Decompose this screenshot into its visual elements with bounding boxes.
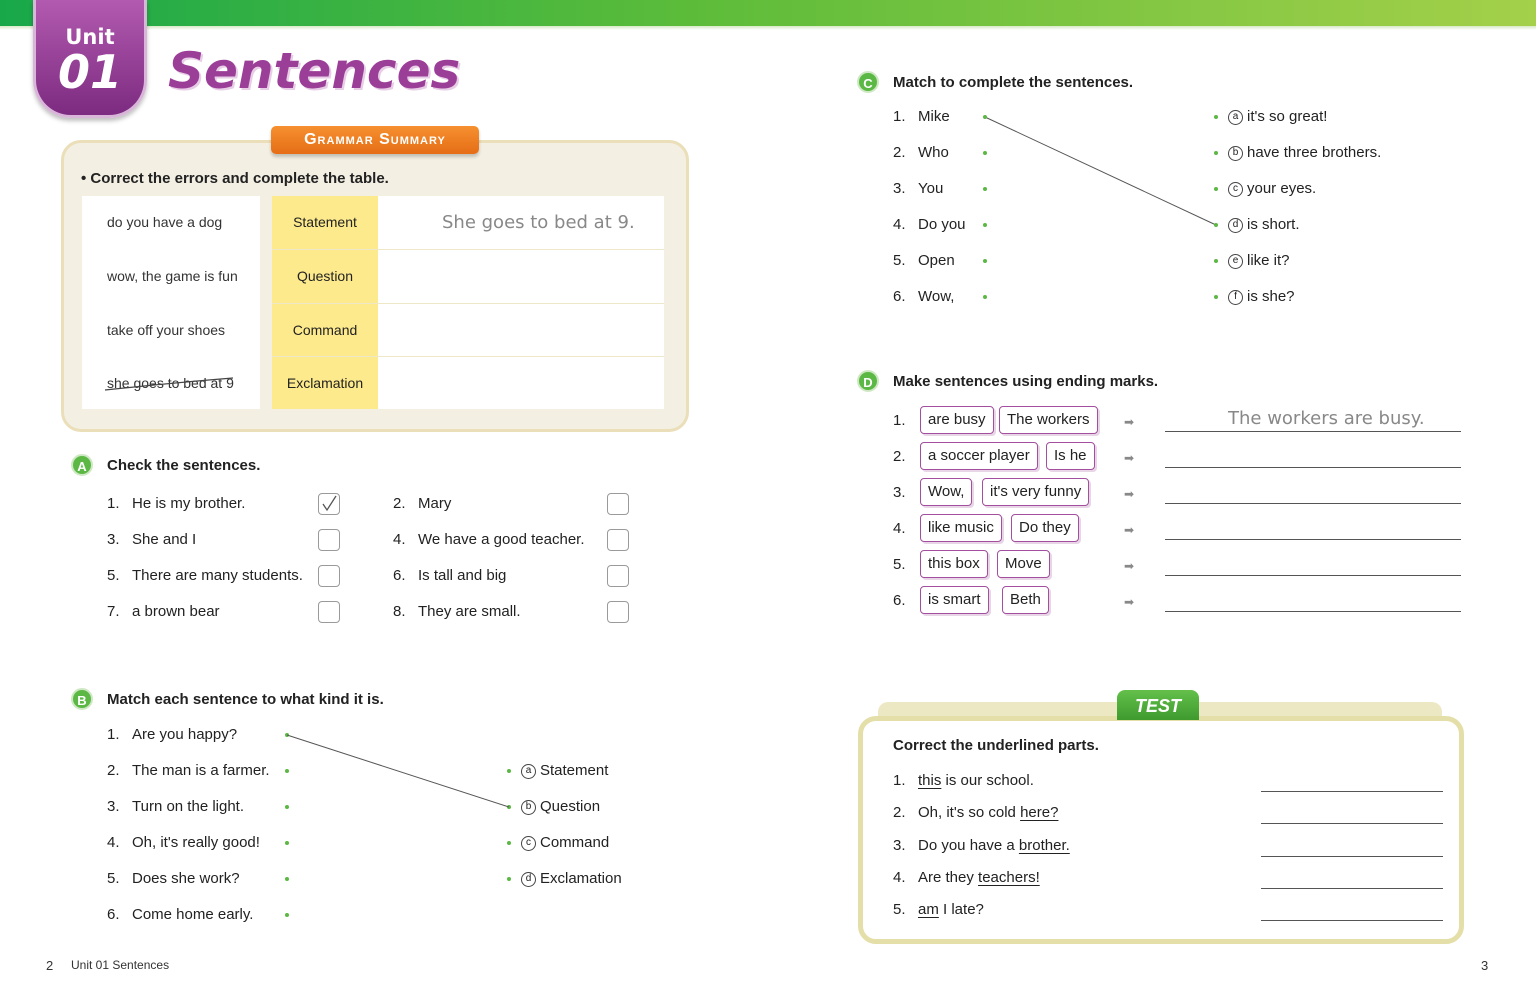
match-dot[interactable] — [983, 151, 987, 155]
list-item: 6. Come home early. — [107, 906, 254, 923]
test-label: TEST — [1117, 690, 1199, 720]
list-item: 4. Are they teachers! — [893, 869, 1040, 886]
arrow-right-icon: ➡ — [1124, 415, 1135, 429]
list-item: 6. — [893, 592, 906, 609]
word-card[interactable]: like music — [920, 514, 1002, 542]
list-item: 4. Oh, it's really good! — [107, 834, 260, 851]
list-item: 7. a brown bear — [107, 603, 220, 620]
match-dot[interactable] — [1214, 259, 1218, 263]
page-number-left: 2 — [46, 958, 54, 973]
arrow-right-icon: ➡ — [1124, 595, 1135, 609]
list-item: 2. — [893, 448, 906, 465]
table-sentence-1: do you have a dog — [107, 214, 223, 230]
arrow-right-icon: ➡ — [1124, 487, 1135, 501]
section-d-title: Make sentences using ending marks. — [893, 373, 1159, 390]
list-item: 1. He is my brother. — [107, 495, 246, 512]
list-item: 8. They are small. — [393, 603, 521, 620]
section-c-title: Match to complete the sentences. — [893, 74, 1134, 91]
match-dot[interactable] — [1214, 223, 1218, 227]
list-item: e like it? — [1228, 252, 1290, 269]
word-card[interactable]: it's very funny — [982, 478, 1089, 506]
list-item: 3. You — [893, 180, 944, 197]
word-card[interactable]: Wow, — [920, 478, 972, 506]
match-dot[interactable] — [983, 295, 987, 299]
arrow-right-icon: ➡ — [1124, 559, 1135, 573]
arrow-right-icon: ➡ — [1124, 523, 1135, 537]
word-card[interactable]: are busy — [920, 406, 994, 434]
answer-line[interactable] — [1261, 823, 1443, 824]
section-a-badge: A — [71, 454, 93, 476]
list-item: d Exclamation — [521, 870, 622, 887]
table-answer-1[interactable]: She goes to bed at 9. — [442, 212, 635, 233]
answer-line[interactable] — [1261, 888, 1443, 889]
word-card[interactable]: The workers — [999, 406, 1098, 434]
word-card[interactable]: this box — [920, 550, 988, 578]
grammar-summary-label: Grammar Summary — [271, 126, 479, 154]
answer-line[interactable] — [1165, 539, 1461, 540]
list-item: b have three brothers. — [1228, 144, 1381, 161]
page-title: Sentences — [168, 42, 461, 100]
section-d-badge: D — [857, 370, 879, 392]
match-dot[interactable] — [983, 223, 987, 227]
unit-number: 01 — [57, 45, 122, 99]
list-item: 2. Who — [893, 144, 949, 161]
list-item: 3. She and I — [107, 531, 197, 548]
list-item: 2. Mary — [393, 495, 452, 512]
list-item: 5. — [893, 556, 906, 573]
list-item: 5. Open — [893, 252, 955, 269]
page-number-right: 3 — [1481, 958, 1489, 973]
footer-unit-text: Unit 01 Sentences — [71, 958, 170, 972]
match-dot[interactable] — [983, 187, 987, 191]
match-dot[interactable] — [983, 259, 987, 263]
list-item: a it's so great! — [1228, 108, 1327, 125]
list-item: 4. We have a good teacher. — [393, 531, 585, 548]
list-item: 6. Wow, — [893, 288, 955, 305]
word-card[interactable]: Move — [997, 550, 1050, 578]
list-item: 6. Is tall and big — [393, 567, 507, 584]
word-card[interactable]: a soccer player — [920, 442, 1038, 470]
list-item: 1. Mike — [893, 108, 950, 125]
list-item: b Question — [521, 798, 600, 815]
answer-line[interactable] — [1165, 467, 1461, 468]
table-sentence-4: she goes to bed at 9 — [107, 375, 234, 391]
answer-line[interactable] — [1165, 575, 1461, 576]
match-dot[interactable] — [1214, 151, 1218, 155]
unit-label: Unit — [65, 25, 115, 49]
table-type-4: Exclamation — [286, 375, 364, 391]
table-type-3: Command — [292, 322, 358, 338]
answer-line[interactable] — [1261, 920, 1443, 921]
list-item: 1. — [893, 412, 906, 429]
list-item: 3. — [893, 484, 906, 501]
list-item: 5. Does she work? — [107, 870, 240, 887]
section-c-badge: C — [857, 71, 879, 93]
list-item: d is short. — [1228, 216, 1300, 233]
grammar-summary-instruction: • Correct the errors and complete the table. — [81, 170, 389, 187]
list-item: 3. Turn on the light. — [107, 798, 245, 815]
section-b-badge: B — [71, 688, 93, 710]
answer-line[interactable] — [1165, 503, 1461, 504]
list-item: f is she? — [1228, 288, 1295, 305]
answer-line[interactable] — [1261, 856, 1443, 857]
match-dot[interactable] — [983, 115, 987, 119]
section-b-title: Match each sentence to what kind it is. — [107, 691, 384, 708]
word-card[interactable]: Is he — [1046, 442, 1095, 470]
table-type-1: Statement — [293, 214, 357, 230]
word-card[interactable]: Do they — [1011, 514, 1079, 542]
section-a-title: Check the sentences. — [107, 457, 261, 474]
table-sentence-2: wow, the game is fun — [107, 268, 238, 284]
list-item: c your eyes. — [1228, 180, 1316, 197]
answer-line — [1165, 431, 1461, 432]
list-item: 1. this is our school. — [893, 772, 1034, 789]
match-dot[interactable] — [1214, 115, 1218, 119]
list-item: 5. There are many students. — [107, 567, 303, 584]
list-item: 4. — [893, 520, 906, 537]
list-item: 3. Do you have a brother. — [893, 837, 1070, 854]
list-item: a Statement — [521, 762, 608, 779]
word-card[interactable]: Beth — [1002, 586, 1049, 614]
list-item: 2. The man is a farmer. — [107, 762, 270, 779]
list-item: 1. Are you happy? — [107, 726, 238, 743]
table-type-2: Question — [296, 268, 354, 284]
answer-text-1[interactable]: The workers are busy. — [1228, 408, 1425, 429]
list-item: 5. am I late? — [893, 901, 984, 918]
table-sentence-3: take off your shoes — [107, 322, 226, 338]
test-title: Correct the underlined parts. — [893, 737, 1099, 754]
match-dot[interactable] — [1214, 187, 1218, 191]
match-dot[interactable] — [1214, 295, 1218, 299]
list-item: c Command — [521, 834, 609, 851]
list-item: 4. Do you — [893, 216, 966, 233]
arrow-right-icon: ➡ — [1124, 451, 1135, 465]
list-item: 2. Oh, it's so cold here? — [893, 804, 1059, 821]
word-card[interactable]: is smart — [920, 586, 989, 614]
answer-line[interactable] — [1261, 791, 1443, 792]
answer-line[interactable] — [1165, 611, 1461, 612]
